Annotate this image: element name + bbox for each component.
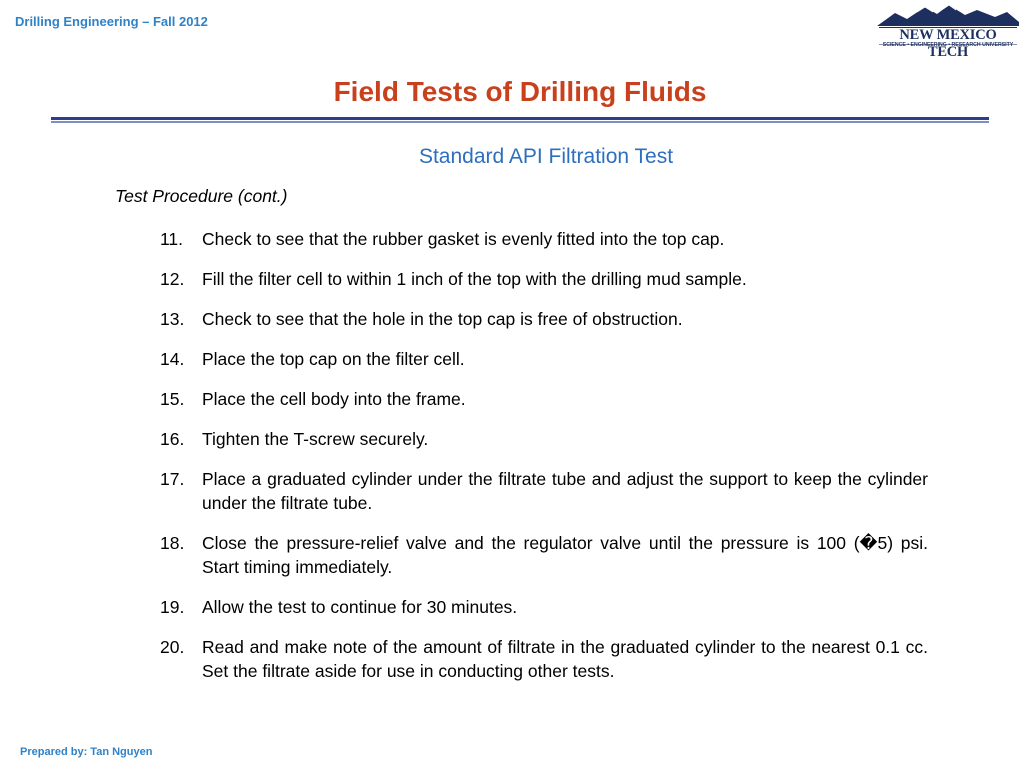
procedure-step: [160, 531, 928, 579]
step-number: 13.: [160, 309, 185, 329]
procedure-step: [160, 387, 928, 411]
prepared-by-footer: Prepared by: Tan Nguyen: [20, 746, 153, 758]
step-number: 11.: [160, 229, 184, 249]
step-text: Read and make note of the amount of filtrate in the graduated cylinder to the nearest 0.1 cc. Set the filtrate aside for use in conducting other tests.: [202, 637, 928, 681]
step-number: 16.: [160, 429, 185, 449]
procedure-step: [160, 427, 928, 451]
procedure-step: [160, 307, 928, 331]
step-text: Fill the filter cell to within 1 inch of the top with the drilling mud sample.: [202, 269, 747, 289]
step-text: Place the top cap on the filter cell.: [202, 349, 465, 369]
step-number: 15.: [160, 389, 185, 409]
procedure-step: [160, 267, 928, 291]
step-number: 20.: [160, 637, 185, 657]
logo-tagline: SCIENCE • ENGINEERING • RESEARCH UNIVERSITY: [882, 42, 1014, 48]
step-text: Place a graduated cylinder under the filtrate tube and adjust the support to keep the cylinder under the filtrate tube.: [202, 469, 928, 513]
procedure-step: [160, 595, 928, 619]
title-divider-secondary: [51, 121, 989, 123]
procedure-step: [160, 347, 928, 371]
procedure-step: [160, 635, 928, 683]
procedure-steps-list: [160, 227, 928, 699]
step-number: 17.: [160, 469, 185, 489]
procedure-step: [160, 467, 928, 515]
step-number: 18.: [160, 533, 185, 553]
step-text: Check to see that the rubber gasket is evenly fitted into the top cap.: [202, 229, 725, 249]
step-text: Check to see that the hole in the top cap is free of obstruction.: [202, 309, 683, 329]
title-divider: [51, 117, 989, 120]
step-text: Place the cell body into the frame.: [202, 389, 466, 409]
procedure-step: [160, 227, 928, 251]
step-number: 12.: [160, 269, 185, 289]
section-label: Test Procedure (cont.): [115, 186, 288, 206]
course-header: Drilling Engineering – Fall 2012: [15, 14, 208, 29]
step-number: 14.: [160, 349, 185, 369]
step-number: 19.: [160, 597, 185, 617]
logo-name: NEW MEXICO TECH: [899, 27, 997, 60]
step-text: Close the pressure-relief valve and the regulator valve until the pressure is 100 (�5) psi. Start timing immediately.: [202, 533, 928, 577]
slide-subtitle: Standard API Filtration Test: [418, 145, 674, 168]
slide-title: Field Tests of Drilling Fluids: [333, 76, 707, 107]
step-text: Tighten the T-screw securely.: [202, 429, 429, 449]
step-text: Allow the test to continue for 30 minutes.: [202, 597, 518, 617]
